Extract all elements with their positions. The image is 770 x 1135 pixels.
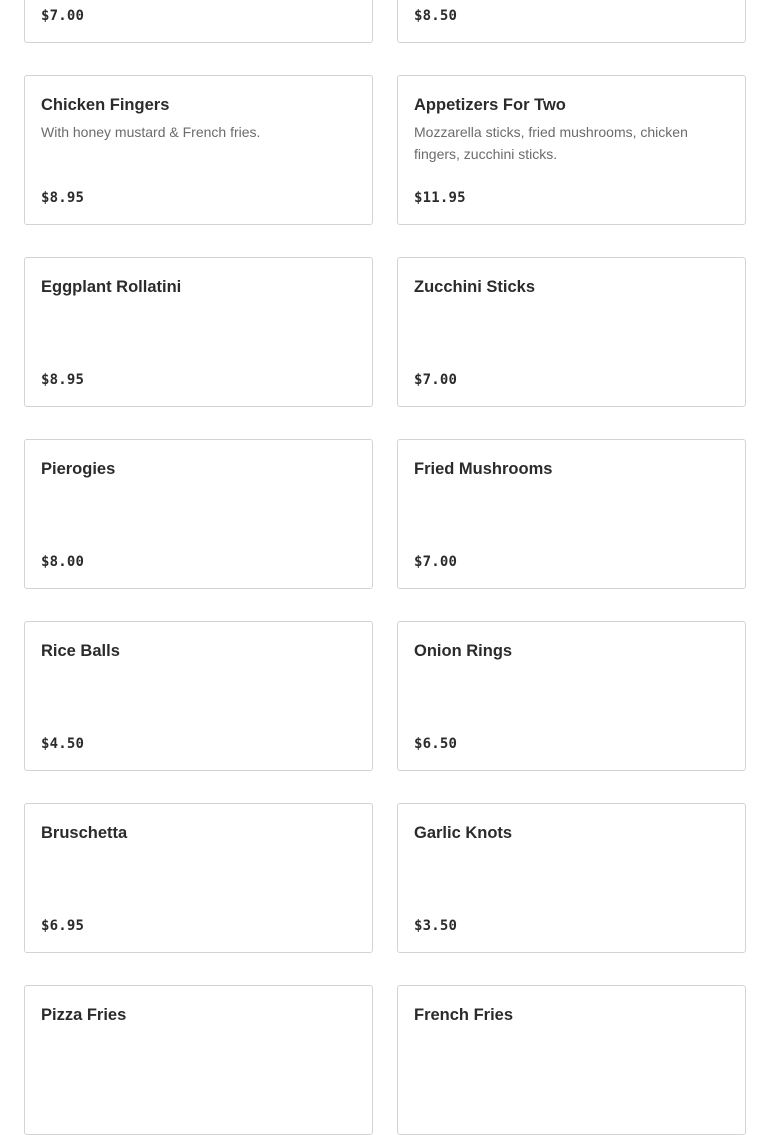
menu-item-price: $11.95 bbox=[414, 190, 466, 206]
menu-item-card[interactable] bbox=[24, 439, 373, 589]
menu-item-price: $8.95 bbox=[41, 190, 85, 206]
menu-item-card[interactable] bbox=[24, 621, 373, 771]
menu-item-card[interactable] bbox=[397, 0, 746, 43]
menu-item-card[interactable] bbox=[397, 257, 746, 407]
menu-item-price: $3.50 bbox=[414, 918, 458, 934]
menu-item-price: $7.00 bbox=[414, 554, 458, 570]
menu-item-name: Eggplant Rollatini bbox=[41, 278, 182, 296]
menu-item-name: Bruschetta bbox=[41, 824, 128, 842]
menu-item-price: $6.50 bbox=[414, 736, 458, 752]
menu-item-description: With honey mustard & French fries. bbox=[41, 124, 261, 140]
menu-item-price: $8.95 bbox=[41, 372, 85, 388]
menu-item-grid bbox=[24, 0, 746, 1135]
menu-item-card[interactable] bbox=[24, 803, 373, 953]
menu-item-name: Garlic Knots bbox=[414, 824, 513, 842]
menu-item-name: Chicken Fingers bbox=[41, 96, 170, 114]
menu-item-card[interactable] bbox=[397, 439, 746, 589]
menu-item-name: Zucchini Sticks bbox=[414, 278, 536, 296]
menu-item-name: Appetizers For Two bbox=[414, 96, 566, 114]
menu-item-card[interactable] bbox=[397, 985, 746, 1135]
menu-item-card[interactable] bbox=[24, 75, 373, 225]
menu-item-card[interactable] bbox=[397, 803, 746, 953]
menu-item-price: $8.50 bbox=[414, 8, 458, 24]
menu-item-card[interactable] bbox=[24, 985, 373, 1135]
menu-item-price: $4.50 bbox=[41, 736, 85, 752]
menu-item-price: $6.95 bbox=[41, 918, 85, 934]
menu-item-card[interactable] bbox=[24, 0, 373, 43]
menu-item-price: $8.00 bbox=[41, 554, 85, 570]
menu-item-card[interactable] bbox=[24, 257, 373, 407]
menu-item-name: Rice Balls bbox=[41, 642, 120, 660]
menu-item-name: Onion Rings bbox=[414, 642, 513, 660]
menu-item-price: $7.00 bbox=[414, 372, 458, 388]
menu-item-name: French Fries bbox=[414, 1006, 514, 1024]
menu-item-card[interactable] bbox=[397, 621, 746, 771]
menu-item-description: Mozzarella sticks, fried mushrooms, chicken fingers, zucchini sticks. bbox=[414, 124, 688, 162]
menu-item-name: Fried Mushrooms bbox=[414, 460, 553, 478]
menu-item-price: $7.00 bbox=[41, 8, 85, 24]
menu-item-card[interactable] bbox=[397, 75, 746, 225]
menu-item-name: Pizza Fries bbox=[41, 1006, 127, 1024]
menu-item-name: Pierogies bbox=[41, 460, 116, 478]
